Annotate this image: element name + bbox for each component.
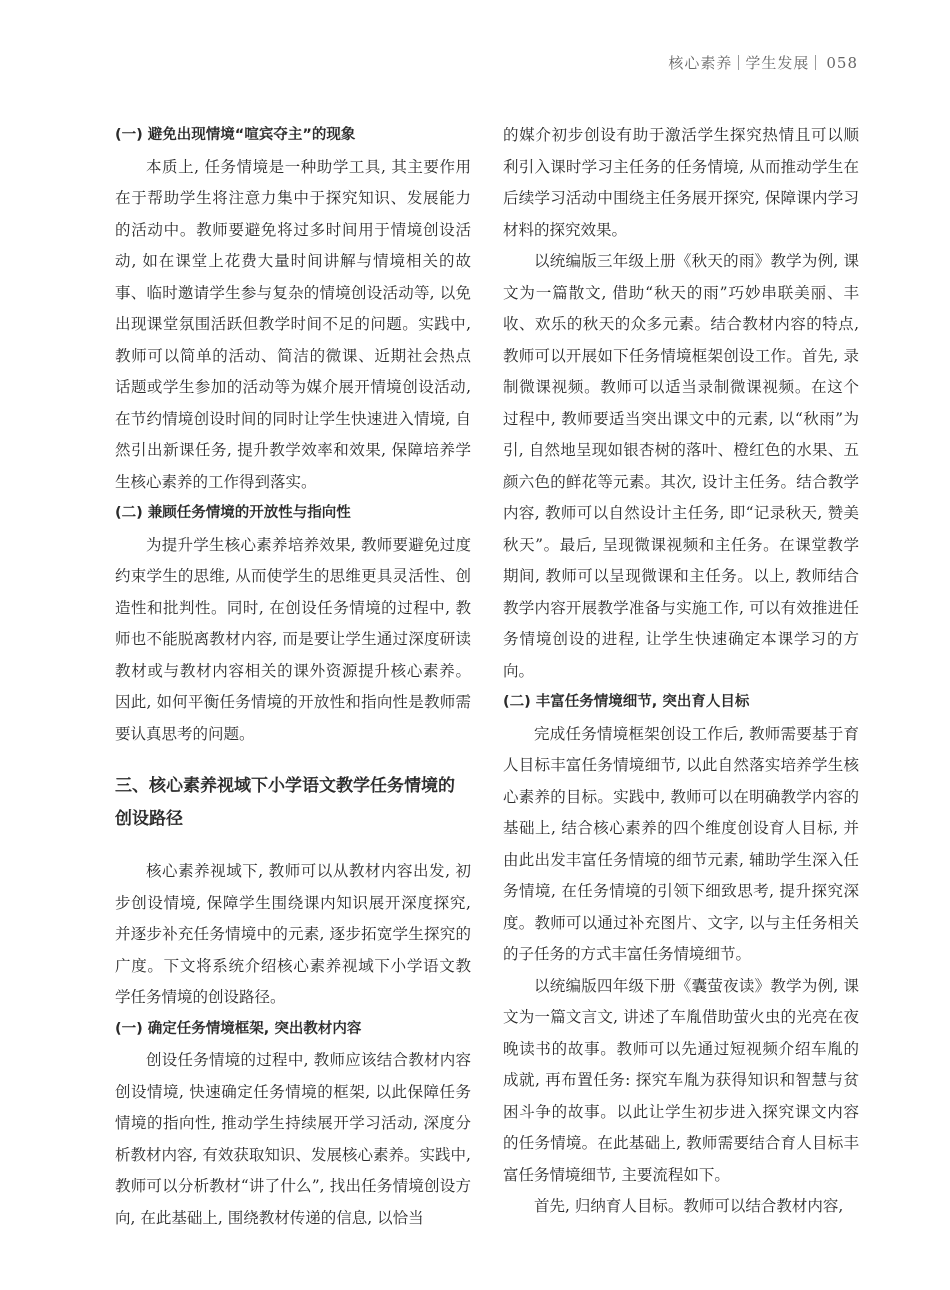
left-column bbox=[115, 120, 471, 1234]
header-column-name: 学生发展 bbox=[745, 54, 810, 72]
paragraph: 为提升学生核心素养培养效果, 教师要避免过度约束学生的思维, 从而使学生的思维更具灵活性、创造性和批判性。同时, 在创设任务情境的过程中, 教师也不能脱离教材内容, 而是要让学生通过深度研读教材或与教材内容相关的课外资源提升核心素养。因此, 如何平衡任务情境的开放性和指向性是教师需要认真思考的问题。 bbox=[115, 535, 471, 743]
subheading: (一) 避免出现情境“喧宾夺主”的现象 bbox=[115, 127, 356, 143]
paragraph: 完成任务情境框架创设工作后, 教师需要基于育人目标丰富任务情境细节, 以此自然落实培养学生核心素养的目标。实践中, 教师可以在明确教学内容的基础上, 结合核心素养的四个维度创设育人目标, 并由此出发丰富任务情境的细节元素, 辅助学生深入任务情境, 在任务情境的引领下细致思考, 提升探究深度。教师可以通过补充图片、文字, 以与主任务相关的子任务的方式丰富任务情境细节。 bbox=[503, 724, 859, 963]
header-journal-name: 核心素养 bbox=[668, 54, 733, 72]
page-number: 058 bbox=[826, 54, 858, 72]
paragraph: 本质上, 任务情境是一种助学工具, 其主要作用在于帮助学生将注意力集中于探究知识、发展能力的活动中。教师要避免将过多时间用于情境创设活动, 如在课堂上花费大量时间讲解与情境相关的故事、临时邀请学生参与复杂的情境创设活动等, 以免出现课堂氛围活跃但教学时间不足的问题。实践中, 教师可以简单的活动、简洁的微课、近期社会热点话题或学生参加的活动等为媒介展开情境创设活动, 在节约情境创设时间的同时让学生快速进入情境, 自然引出新课任务, 提升教学效率和效果, 保障培养学生核心素养的工作得到落实。 bbox=[115, 157, 471, 491]
header-divider-2 bbox=[815, 55, 816, 70]
paragraph: 核心素养视域下, 教师可以从教材内容出发, 初步创设情境, 保障学生围绕课内知识展开深度探究, 并逐步补充任务情境中的元素, 逐步拓宽学生探究的广度。下文将系统介绍核心素养视域下小学语文教学任务情境的创设路径。 bbox=[115, 862, 471, 1006]
paragraph: 以统编版四年级下册《囊萤夜读》教学为例, 课文为一篇文言文, 讲述了车胤借助萤火虫的光亮在夜晚读书的故事。教师可以先通过短视频介绍车胤的成就, 再布置任务: 探究车胤为获得知识和智慧与贫困斗争的故事。以此让学生初步进入探究课文内容的任务情境。在此基础上, 教师需要结合育人目标丰富任务情境细节, 主要流程如下。 bbox=[503, 976, 859, 1184]
paragraph: 首先, 归纳育人目标。教师可以结合教材内容, bbox=[534, 1197, 844, 1215]
paragraph: 以统编版三年级上册《秋天的雨》教学为例, 课文为一篇散文, 借助“秋天的雨”巧妙串联美丽、丰收、欢乐的秋天的众多元素。结合教材内容的特点, 教师可以开展如下任务情境框架创设工作。首先, 录制微课视频。教师可以适当录制微课视频。在这个过程中, 教师要适当突出课文中的元素, 以“秋雨”为引, 自然地呈现如银杏树的落叶、橙红色的水果、五颜六色的鲜花等元素。其次, 设计主任务。结合教学内容, 教师可以自然设计主任务, 即“记录秋天, 赞美秋天”。最后, 呈现微课视频和主任务。在课堂教学期间, 教师可以呈现微课和主任务。以上, 教师结合教学内容开展教学准备与实施工作, 可以有效推进任务情境创设的进程, 让学生快速确定本课学习的方向。 bbox=[503, 252, 859, 680]
paragraph-continued: 的媒介初步创设有助于激活学生探究热情且可以顺利引入课时学习主任务的任务情境, 从而推动学生在后续学习活动中围绕主任务展开探究, 保障课内学习材料的探究效果。 bbox=[503, 126, 859, 239]
subheading: (二) 丰富任务情境细节, 突出育人目标 bbox=[503, 694, 750, 710]
subheading: (一) 确定任务情境框架, 突出教材内容 bbox=[115, 1020, 362, 1037]
right-column bbox=[503, 120, 859, 1223]
paragraph: 创设任务情境的过程中, 教师应该结合教材内容创设情境, 快速确定任务情境的框架, 以此保障任务情境的指向性, 推动学生持续展开学习活动, 深度分析教材内容, 有效获取知识、发展核心素养。实践中, 教师可以分析教材“讲了什么”, 找出任务情境创设方向, 在此基础上, 围绕教材传递的信息, 以恰当 bbox=[115, 1051, 471, 1227]
header-divider bbox=[738, 55, 739, 70]
running-header bbox=[668, 52, 858, 73]
section-heading: 三、核心素养视域下小学语文教学任务情境的创设路径 bbox=[115, 776, 455, 829]
subheading: (二) 兼顾任务情境的开放性与指向性 bbox=[115, 505, 351, 521]
